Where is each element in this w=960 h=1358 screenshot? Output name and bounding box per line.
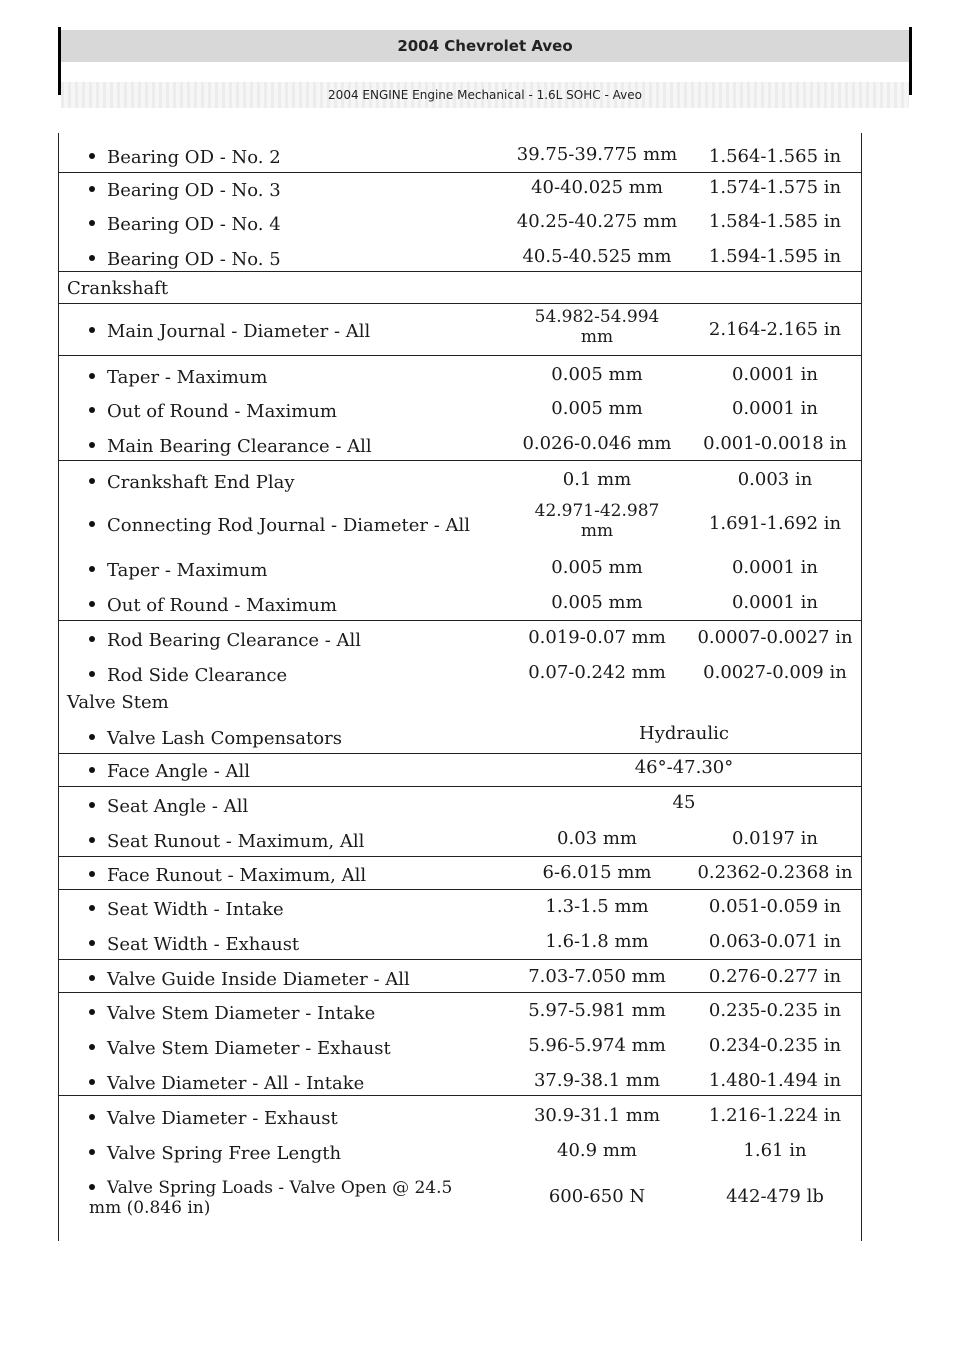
spec-label: Valve Spring Free Length <box>89 1143 529 1165</box>
bullet-icon <box>89 373 95 379</box>
spec-label: Bearing OD - No. 5 <box>89 249 529 271</box>
page-header <box>58 27 912 102</box>
spec-english: 0.0001 in <box>731 398 819 419</box>
spec-label: Valve Diameter - All - Intake <box>89 1073 529 1095</box>
spec-english: 1.691-1.692 in <box>708 513 842 534</box>
spec-metric: 30.9-31.1 mm <box>533 1105 661 1126</box>
spec-metric: 0.005 mm <box>551 592 643 613</box>
row-separator <box>59 889 861 890</box>
spec-label: Seat Runout - Maximum, All <box>89 831 529 853</box>
spec-english: 0.0007-0.0027 in <box>697 627 853 648</box>
spec-metric: 0.005 mm <box>551 557 643 578</box>
spec-english: 0.234-0.235 in <box>708 1035 842 1056</box>
row-separator <box>59 620 861 621</box>
bullet-icon <box>89 671 95 677</box>
spec-metric: 42.971-42.987 mm <box>534 501 660 541</box>
row-separator <box>59 786 861 787</box>
spec-label: Bearing OD - No. 4 <box>89 214 529 236</box>
bullet-icon <box>89 566 95 572</box>
bullet-icon <box>89 905 95 911</box>
spec-english: 0.0001 in <box>731 592 819 613</box>
bullet-icon <box>89 802 95 808</box>
row-separator <box>59 172 861 173</box>
spec-english: 0.0001 in <box>731 364 819 385</box>
spec-value: 45 <box>672 792 696 813</box>
spec-value: Hydraulic <box>639 723 729 744</box>
spec-label: Main Bearing Clearance - All <box>89 436 529 458</box>
spec-label: Face Runout - Maximum, All <box>89 865 529 887</box>
bullet-icon <box>89 1149 95 1155</box>
spec-label: Bearing OD - No. 3 <box>89 180 529 202</box>
spec-metric: 54.982-54.994 mm <box>534 307 660 347</box>
spec-metric: 40-40.025 mm <box>531 177 663 198</box>
bullet-icon <box>89 1009 95 1015</box>
spec-metric: 0.07-0.242 mm <box>528 662 666 683</box>
spec-label: Rod Bearing Clearance - All <box>89 630 529 652</box>
spec-metric: 40.9 mm <box>557 1140 637 1161</box>
row-separator <box>59 1095 861 1096</box>
header-subtitle: 2004 ENGINE Engine Mechanical - 1.6L SOHC - Aveo <box>61 82 909 108</box>
row-separator <box>59 992 861 993</box>
spec-label: Valve Guide Inside Diameter - All <box>89 969 529 991</box>
section-title: Valve Stem <box>67 692 169 713</box>
spec-metric: 0.03 mm <box>557 828 637 849</box>
bullet-icon <box>89 407 95 413</box>
row-separator <box>59 271 861 272</box>
spec-label: Out of Round - Maximum <box>89 401 529 423</box>
bullet-icon <box>89 442 95 448</box>
spec-label: Seat Width - Intake <box>89 899 529 921</box>
spec-english: 1.564-1.565 in <box>708 146 842 167</box>
spec-value: 46°-47.30° <box>634 757 734 778</box>
spec-label: Rod Side Clearance <box>89 665 529 687</box>
bullet-icon <box>89 767 95 773</box>
bullet-icon <box>89 153 95 159</box>
bullet-icon <box>89 1044 95 1050</box>
spec-label: Bearing OD - No. 2 <box>89 147 529 169</box>
spec-label: Face Angle - All <box>89 761 529 783</box>
bullet-icon <box>89 837 95 843</box>
bullet-icon <box>89 186 95 192</box>
bullet-icon <box>89 975 95 981</box>
spec-label: Connecting Rod Journal - Diameter - All <box>89 515 529 537</box>
spec-label: Seat Width - Exhaust <box>89 934 529 956</box>
bullet-icon <box>89 478 95 484</box>
spec-english: 0.0027-0.009 in <box>703 662 847 683</box>
spec-label: Valve Diameter - Exhaust <box>89 1108 529 1130</box>
spec-metric: 40.5-40.525 mm <box>522 246 672 267</box>
spec-label: Seat Angle - All <box>89 796 529 818</box>
spec-label: Taper - Maximum <box>89 560 529 582</box>
spec-label: Crankshaft End Play <box>89 472 529 494</box>
spec-label: Valve Stem Diameter - Intake <box>89 1003 529 1025</box>
spec-metric: 0.005 mm <box>551 398 643 419</box>
spec-metric: 5.97-5.981 mm <box>528 1000 666 1021</box>
bullet-icon <box>89 327 95 333</box>
bullet-icon <box>89 940 95 946</box>
spec-label: Valve Lash Compensators <box>89 728 529 750</box>
spec-metric: 39.75-39.775 mm <box>516 144 678 165</box>
spec-english: 1.480-1.494 in <box>708 1070 842 1091</box>
row-separator <box>59 856 861 857</box>
bullet-icon <box>89 871 95 877</box>
bullet-icon <box>89 1184 95 1190</box>
bullet-icon <box>89 220 95 226</box>
row-separator <box>59 753 861 754</box>
spec-english: 0.276-0.277 in <box>708 966 842 987</box>
spec-english: 0.235-0.235 in <box>708 1000 842 1021</box>
row-separator <box>59 303 861 304</box>
section-title: Crankshaft <box>67 278 169 299</box>
spec-metric: 0.026-0.046 mm <box>522 433 672 454</box>
spec-metric: 40.25-40.275 mm <box>516 211 678 232</box>
spec-metric: 5.96-5.974 mm <box>528 1035 666 1056</box>
bullet-icon <box>89 734 95 740</box>
spec-metric: 1.6-1.8 mm <box>545 931 649 952</box>
spec-label: Main Journal - Diameter - All <box>89 321 529 343</box>
row-separator <box>59 460 861 461</box>
bullet-icon <box>89 521 95 527</box>
spec-label: Valve Spring Loads - Valve Open @ 24.5 mm (0.846 in) <box>89 1178 453 1218</box>
spec-metric: 6-6.015 mm <box>542 862 652 883</box>
specifications-table <box>58 133 862 1241</box>
spec-metric: 0.019-0.07 mm <box>528 627 666 648</box>
spec-english: 1.574-1.575 in <box>708 177 842 198</box>
row-separator <box>59 355 861 356</box>
spec-metric: 600-650 N <box>548 1186 646 1207</box>
spec-metric: 37.9-38.1 mm <box>533 1070 661 1091</box>
spec-english: 0.001-0.0018 in <box>703 433 847 454</box>
spec-label: Taper - Maximum <box>89 367 529 389</box>
spec-label: Valve Stem Diameter - Exhaust <box>89 1038 529 1060</box>
spec-english: 0.2362-0.2368 in <box>697 862 853 883</box>
spec-english: 0.063-0.071 in <box>708 931 842 952</box>
spec-english: 0.003 in <box>737 469 813 490</box>
bullet-icon <box>89 1114 95 1120</box>
spec-metric: 1.3-1.5 mm <box>545 896 649 917</box>
row-separator <box>59 959 861 960</box>
spec-english: 1.216-1.224 in <box>708 1105 842 1126</box>
bullet-icon <box>89 1079 95 1085</box>
spec-metric: 7.03-7.050 mm <box>528 966 666 987</box>
bullet-icon <box>89 255 95 261</box>
spec-english: 0.0001 in <box>731 557 819 578</box>
spec-english: 2.164-2.165 in <box>708 319 842 340</box>
spec-english: 1.584-1.585 in <box>708 211 842 232</box>
spec-english: 1.61 in <box>743 1140 807 1161</box>
spec-english: 442-479 lb <box>726 1186 824 1207</box>
spec-label: Out of Round - Maximum <box>89 595 529 617</box>
spec-english: 0.0197 in <box>731 828 819 849</box>
spec-english: 1.594-1.595 in <box>708 246 842 267</box>
bullet-icon <box>89 601 95 607</box>
bullet-icon <box>89 636 95 642</box>
spec-metric: 0.1 mm <box>562 469 632 490</box>
spec-english: 0.051-0.059 in <box>708 896 842 917</box>
spec-metric: 0.005 mm <box>551 364 643 385</box>
header-title: 2004 Chevrolet Aveo <box>61 30 909 62</box>
